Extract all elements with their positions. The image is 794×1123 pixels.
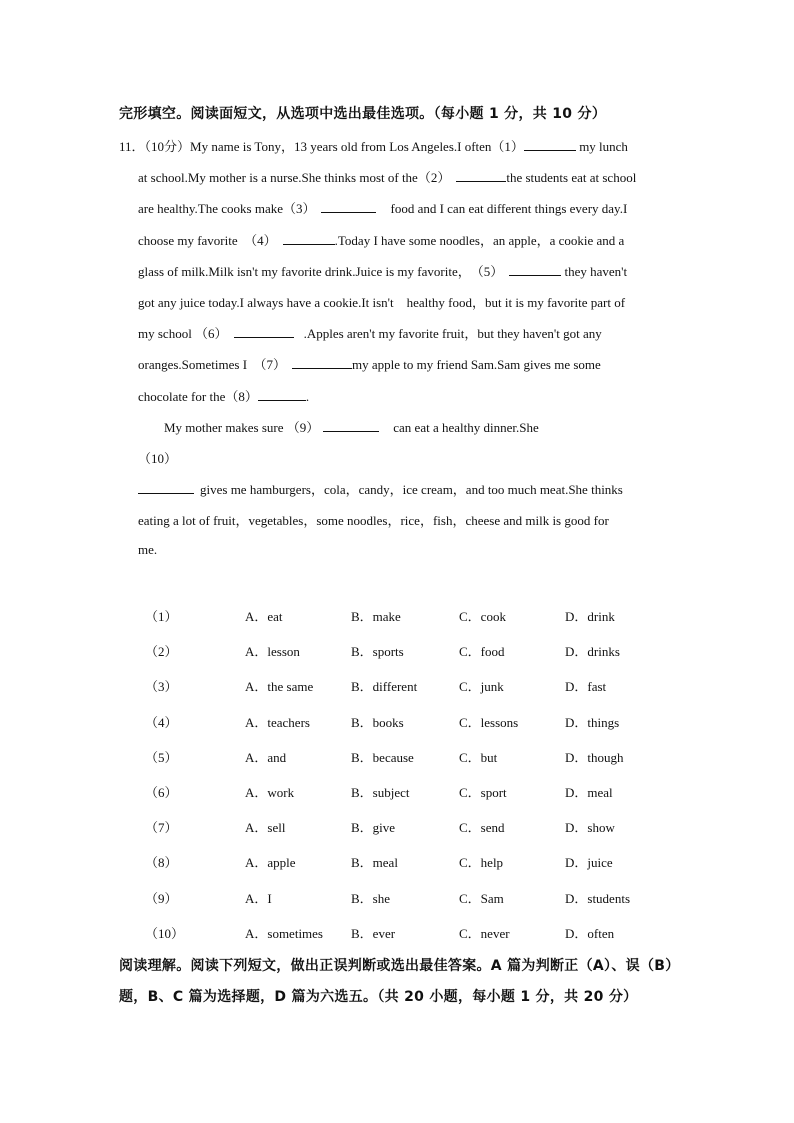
option-d[interactable]: D．students: [565, 891, 631, 906]
passage-line-4: [138, 230, 624, 249]
option-number: （8）: [145, 855, 178, 870]
passage-text: 11．（10分）My name is Tony，13 years old from Los Angeles.I often（1）: [119, 139, 524, 154]
option-b[interactable]: B．sports: [351, 644, 404, 659]
passage-text: choose my favorite （4）: [138, 233, 277, 248]
passage-text: .Today I have some noodles，an apple，a cookie and a: [334, 233, 625, 248]
option-d[interactable]: D．often: [565, 926, 615, 941]
blank-8[interactable]: [258, 388, 306, 401]
blank-2[interactable]: [456, 169, 506, 182]
option-d[interactable]: D．juice: [565, 855, 613, 870]
option-c[interactable]: C．never: [459, 926, 510, 941]
option-number: （4）: [145, 715, 178, 730]
option-d[interactable]: D．fast: [565, 679, 607, 694]
option-c[interactable]: C．help: [459, 855, 504, 870]
option-row: [0, 817, 794, 837]
passage-line-6: [138, 292, 625, 311]
passage-text: My mother makes sure （9）: [164, 420, 320, 435]
option-number: （5）: [145, 750, 178, 765]
option-b[interactable]: B．make: [351, 609, 401, 624]
blank-3[interactable]: [321, 200, 376, 213]
passage-text: gives me hamburgers，cola，candy，ice cream，and too much meat.She thinks: [200, 482, 623, 497]
passage-line-12: [138, 479, 623, 498]
option-row: [0, 641, 794, 661]
passage-text: they haven't: [564, 264, 628, 279]
passage-text: can eat a healthy dinner.She: [393, 420, 539, 435]
option-number: （1）: [145, 609, 178, 624]
option-a[interactable]: A．sometimes: [245, 926, 323, 941]
option-row: [0, 676, 794, 696]
option-row: [0, 888, 794, 908]
passage-line-2: [138, 167, 636, 186]
section1-heading: 完形填空。阅读面短文，从选项中选出最佳选项。（每小题 1 分，共 10 分）: [119, 106, 607, 122]
option-c[interactable]: C．lessons: [459, 715, 519, 730]
passage-line-1: [119, 136, 628, 155]
passage-text: got any juice today.I always have a cookie.It isn't healthy food，but it is my favorite part of: [138, 295, 626, 310]
option-a[interactable]: A．and: [245, 750, 287, 765]
option-a[interactable]: A．eat: [245, 609, 283, 624]
option-b[interactable]: B．give: [351, 820, 396, 835]
option-c[interactable]: C．but: [459, 750, 498, 765]
option-row: [0, 852, 794, 872]
option-number: （10）: [145, 926, 185, 941]
option-number: （3）: [145, 679, 178, 694]
option-c[interactable]: C．food: [459, 644, 505, 659]
option-number: （6）: [145, 785, 178, 800]
passage-text: eating a lot of fruit，vegetables，some noodles，rice，fish，cheese and milk is good for: [138, 513, 609, 528]
option-c[interactable]: C．sport: [459, 785, 507, 800]
option-a[interactable]: A．work: [245, 785, 295, 800]
passage-text: chocolate for the（8）: [138, 389, 258, 404]
passage-text: at school.My mother is a nurse.She thinks most of the（2）: [138, 170, 451, 185]
option-d[interactable]: D．show: [565, 820, 615, 835]
passage-line-9: [138, 386, 309, 405]
option-d[interactable]: D．things: [565, 715, 620, 730]
passage-text: glass of milk.Milk isn't my favorite drink.Juice is my favorite， （5）: [138, 264, 504, 279]
passage-text: me.: [138, 542, 158, 557]
passage-line-5: [138, 261, 627, 280]
passage-text: my lunch: [579, 139, 628, 154]
passage-text: are healthy.The cooks make（3）: [138, 201, 316, 216]
passage-text: the students eat at school: [506, 170, 637, 185]
blank-10[interactable]: [138, 481, 194, 494]
option-row: [0, 606, 794, 626]
option-a[interactable]: A．I: [245, 891, 272, 906]
passage-line-8: [138, 354, 601, 373]
passage-text: .: [305, 389, 310, 404]
option-row: [0, 923, 794, 943]
option-c[interactable]: C．cook: [459, 609, 506, 624]
blank-1[interactable]: [524, 138, 576, 151]
option-c[interactable]: C．junk: [459, 679, 504, 694]
section2-heading-line-1: 阅读理解。阅读下列短文，做出正误判断或选出最佳答案。A 篇为判断正（A）、误（B）: [119, 958, 680, 974]
passage-line-13: [138, 510, 609, 529]
passage-text: oranges.Sometimes I （7）: [138, 357, 287, 372]
option-b[interactable]: B．ever: [351, 926, 396, 941]
option-number: （9）: [145, 891, 178, 906]
passage-line-10: [164, 417, 539, 436]
option-d[interactable]: D．meal: [565, 785, 613, 800]
option-a[interactable]: A．teachers: [245, 715, 310, 730]
option-b[interactable]: B．she: [351, 891, 391, 906]
passage-text: my apple to my friend Sam.Sam gives me some: [352, 357, 601, 372]
passage-text: my school （6）: [138, 326, 228, 341]
option-number: （7）: [145, 820, 178, 835]
passage-text: （10）: [138, 451, 178, 466]
option-b[interactable]: B．meal: [351, 855, 398, 870]
option-a[interactable]: A．apple: [245, 855, 296, 870]
option-number: （2）: [145, 644, 178, 659]
option-d[interactable]: D．though: [565, 750, 624, 765]
option-a[interactable]: A．sell: [245, 820, 286, 835]
option-b[interactable]: B．different: [351, 679, 418, 694]
option-row: [0, 782, 794, 802]
option-b[interactable]: B．books: [351, 715, 404, 730]
option-d[interactable]: D．drinks: [565, 644, 620, 659]
passage-line-3: [138, 198, 627, 217]
blank-6[interactable]: [234, 325, 294, 338]
blank-5[interactable]: [509, 263, 561, 276]
option-b[interactable]: B．subject: [351, 785, 410, 800]
option-d[interactable]: D．drink: [565, 609, 615, 624]
option-c[interactable]: C．send: [459, 820, 505, 835]
option-a[interactable]: A．the same: [245, 679, 314, 694]
passage-line-7: [138, 323, 602, 342]
blank-7[interactable]: [292, 356, 352, 369]
passage-line-11: [138, 448, 177, 467]
option-row: [0, 712, 794, 732]
blank-4[interactable]: [283, 232, 335, 245]
passage-line-14: [138, 542, 157, 558]
option-row: [0, 747, 794, 767]
blank-9[interactable]: [323, 419, 379, 432]
option-b[interactable]: B．because: [351, 750, 414, 765]
section2-heading-line-2: 题，B、C 篇为选择题，D 篇为六选五。（共 20 小题，每小题 1 分，共 20 分）: [119, 989, 638, 1005]
option-a[interactable]: A．lesson: [245, 644, 300, 659]
passage-text: .Apples aren't my favorite fruit，but they haven't got any: [303, 326, 602, 341]
passage-text: food and I can eat different things every day.I: [390, 201, 628, 216]
option-c[interactable]: C．Sam: [459, 891, 504, 906]
